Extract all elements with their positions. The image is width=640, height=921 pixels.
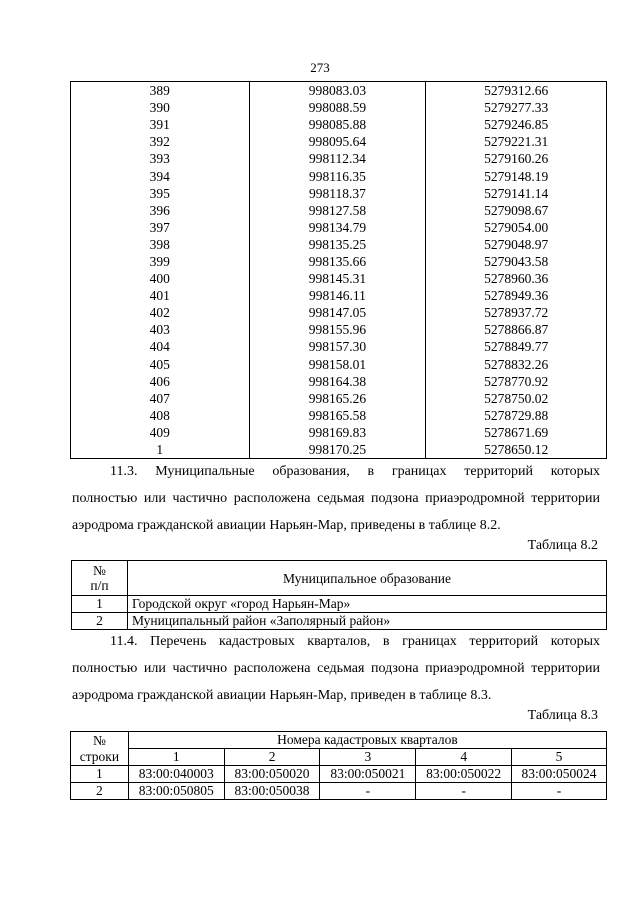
y-coordinate: 5279043.58 [426,253,607,270]
y-coordinate: 5278671.69 [426,424,607,441]
x-coordinate: 998134.79 [249,219,426,236]
municipality-name: Муниципальный район «Заполярный район» [128,613,607,630]
header-number-line-1: № [93,563,106,578]
table-row [71,424,607,441]
table-row [71,766,607,783]
table-row [71,287,607,304]
y-coordinate: 5279148.19 [426,167,607,184]
table-row [71,133,607,150]
coordinates-table [70,81,607,459]
x-coordinate: 998145.31 [249,270,426,287]
column-header: 3 [320,749,416,766]
point-number: 407 [71,390,250,407]
x-coordinate: 998135.66 [249,253,426,270]
row-number: 1 [71,766,129,783]
point-number: 393 [71,150,250,167]
cadastral-number: 83:00:050022 [416,766,512,783]
cadastral-number: - [320,783,416,800]
point-number: 404 [71,338,250,355]
point-number: 408 [71,407,250,424]
y-coordinate: 5279098.67 [426,202,607,219]
column-header: 2 [224,749,320,766]
x-coordinate: 998088.59 [249,99,426,116]
table-row [71,390,607,407]
y-coordinate: 5278937.72 [426,304,607,321]
point-number: 401 [71,287,250,304]
point-number: 406 [71,373,250,390]
cadastral-quarters-table [70,731,607,800]
header-cadastral-numbers: Номера кадастровых кварталов [128,732,606,749]
municipalities-table [71,560,607,630]
x-coordinate: 998169.83 [249,424,426,441]
header-number [72,561,128,596]
municipality-name: Городской округ «город Нарьян-Мар» [128,596,607,613]
y-coordinate: 5278832.26 [426,356,607,373]
x-coordinate: 998164.38 [249,373,426,390]
point-number: 395 [71,185,250,202]
row-number: 2 [71,783,129,800]
column-header: 5 [512,749,607,766]
y-coordinate: 5279277.33 [426,99,607,116]
table-row [71,116,607,133]
x-coordinate: 998170.25 [249,441,426,459]
y-coordinate: 5279141.14 [426,185,607,202]
y-coordinate: 5278729.88 [426,407,607,424]
header-number [71,732,129,766]
point-number: 394 [71,167,250,184]
y-coordinate: 5278866.87 [426,321,607,338]
y-coordinate: 5279221.31 [426,133,607,150]
table-row [71,253,607,270]
table-row [71,783,607,800]
table-row [71,99,607,116]
y-coordinate: 5278750.02 [426,390,607,407]
cadastral-number: 83:00:050038 [224,783,320,800]
x-coordinate: 998146.11 [249,287,426,304]
point-number: 400 [71,270,250,287]
x-coordinate: 998135.25 [249,236,426,253]
cadastral-number: 83:00:050805 [128,783,224,800]
cadastral-number: 83:00:040003 [128,766,224,783]
point-number: 398 [71,236,250,253]
point-number: 389 [71,82,250,100]
cadastral-number: - [416,783,512,800]
table-row [71,270,607,287]
y-coordinate: 5278650.12 [426,441,607,459]
x-coordinate: 998112.34 [249,150,426,167]
x-coordinate: 998127.58 [249,202,426,219]
table-row [71,82,607,100]
x-coordinate: 998083.03 [249,82,426,100]
table-row [71,185,607,202]
table-row [71,373,607,390]
header-number-line-1: № [92,732,106,748]
x-coordinate: 998085.88 [249,116,426,133]
table-row [72,613,607,630]
table-8-3-caption: Таблица 8.3 [527,708,598,723]
point-number: 403 [71,321,250,338]
x-coordinate: 998165.58 [249,407,426,424]
point-number: 391 [71,116,250,133]
cadastral-number: - [512,783,607,800]
point-number: 399 [71,253,250,270]
point-number: 396 [71,202,250,219]
table-row [71,219,607,236]
row-number: 2 [72,613,128,630]
table-row [72,596,607,613]
header-number-line-2: п/п [90,578,109,593]
paragraph-11-3 [72,458,600,539]
y-coordinate: 5279054.00 [426,219,607,236]
y-coordinate: 5278949.36 [426,287,607,304]
paragraph-11-4 [72,628,600,709]
y-coordinate: 5279160.26 [426,150,607,167]
paragraph-line: полностью или частично расположена седьмая подзона приаэродромной территории [72,491,600,506]
point-number: 390 [71,99,250,116]
column-header: 1 [128,749,224,766]
paragraph-line: аэродрома гражданской авиации Нарьян-Мар, приведен в таблице 8.3. [72,688,492,703]
y-coordinate: 5279246.85 [426,116,607,133]
cadastral-number: 83:00:050024 [512,766,607,783]
x-coordinate: 998147.05 [249,304,426,321]
point-number: 409 [71,424,250,441]
y-coordinate: 5279312.66 [426,82,607,100]
paragraph-line: 11.3. Муниципальные образования, в границах территорий которых [110,464,600,479]
point-number: 402 [71,304,250,321]
table-row [71,356,607,373]
table-row [71,407,607,424]
y-coordinate: 5278849.77 [426,338,607,355]
page-number: 273 [310,60,330,75]
table-row [71,338,607,355]
x-coordinate: 998095.64 [249,133,426,150]
column-header: 4 [416,749,512,766]
table-8-2-caption: Таблица 8.2 [527,538,598,553]
x-coordinate: 998158.01 [249,356,426,373]
cadastral-number: 83:00:050021 [320,766,416,783]
x-coordinate: 998165.26 [249,390,426,407]
point-number: 1 [71,441,250,459]
table-row [71,321,607,338]
row-number: 1 [72,596,128,613]
table-row [71,441,607,459]
x-coordinate: 998155.96 [249,321,426,338]
table-row [71,304,607,321]
header-municipality: Муниципальное образование [128,561,607,596]
cadastral-number: 83:00:050020 [224,766,320,783]
paragraph-line: 11.4. Перечень кадастровых кварталов, в границах территорий которых [110,634,600,649]
point-number: 405 [71,356,250,373]
x-coordinate: 998116.35 [249,167,426,184]
y-coordinate: 5278770.92 [426,373,607,390]
point-number: 392 [71,133,250,150]
table-row [71,236,607,253]
table-row [71,150,607,167]
x-coordinate: 998157.30 [249,338,426,355]
y-coordinate: 5278960.36 [426,270,607,287]
paragraph-line: аэродрома гражданской авиации Нарьян-Мар, приведены в таблице 8.2. [72,518,501,533]
header-number-line-2: строки [79,748,120,764]
point-number: 397 [71,219,250,236]
table-row [71,167,607,184]
x-coordinate: 998118.37 [249,185,426,202]
table-row [71,202,607,219]
paragraph-line: полностью или частично расположена седьмая подзона приаэродромной территории [72,661,600,676]
y-coordinate: 5279048.97 [426,236,607,253]
